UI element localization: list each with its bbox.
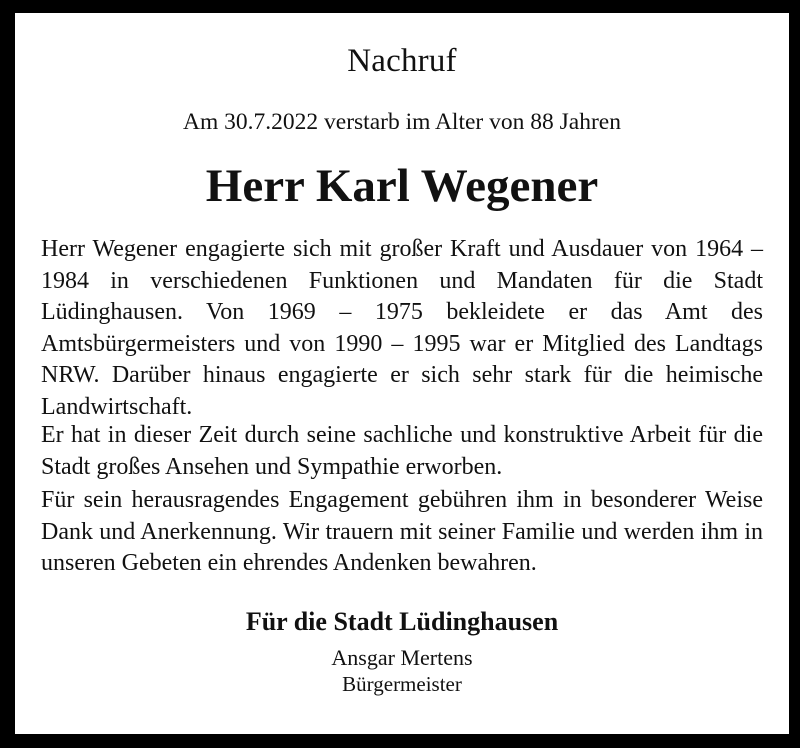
signature-name: Ansgar Mertens — [331, 645, 473, 670]
deceased-name: Herr Karl Wegener — [205, 160, 599, 212]
notice-heading: Nachruf — [347, 43, 457, 79]
paragraph-reputation: Er hat in dieser Zeit durch seine sachliche und konstruktive Arbeit für die Stadt großes Ansehen und Sympathie erworben. — [41, 422, 763, 480]
death-date-line: Am 30.7.2022 verstarb im Alter von 88 Jahren — [183, 109, 621, 135]
obituary-notice — [15, 13, 789, 734]
paragraph-career: Herr Wegener engagierte sich mit großer Kraft und Ausdauer von 1964 – 1984 in verschiedenen Funktionen und Mandaten für die Stadt Lüdinghausen. Von 1969 – 1975 bekleidete er das Amt des Amtsbürgermeisters und von 1990 – 1995 war er Mitglied des Landtags NRW. Darüber hinaus engagierte er sich sehr stark für die heimische Landwirtschaft. — [41, 236, 763, 420]
signature-role: Bürgermeister — [342, 672, 462, 696]
paragraph-condolence: Für sein herausragendes Engagement gebühren ihm in besonderer Weise Dank und Anerkennung. Wir trauern mit seiner Familie und werden ihm in unseren Gebeten ein ehrendes Andenken bewahren. — [41, 487, 763, 576]
signature-organization: Für die Stadt Lüdinghausen — [245, 607, 559, 636]
